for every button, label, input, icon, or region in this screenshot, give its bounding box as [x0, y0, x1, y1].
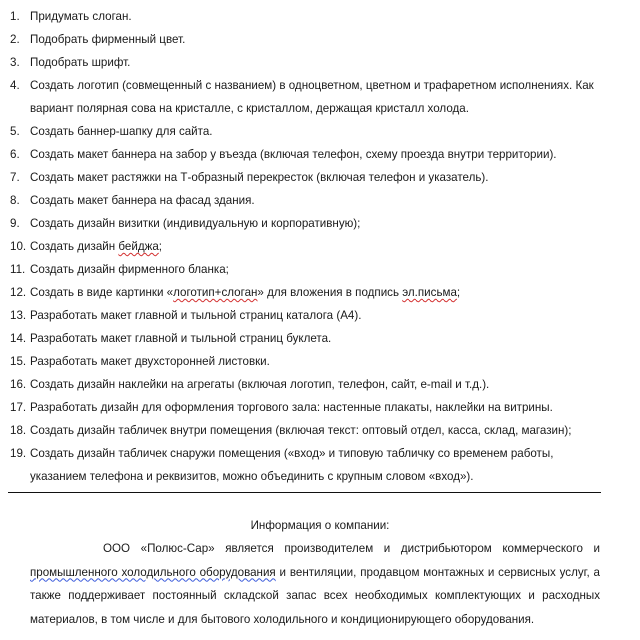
list-number: 1. — [10, 10, 20, 23]
list-text: Создать дизайн наклейки на агрегаты (включая логотип, телефон, сайт, e-mail и т.д.). — [30, 378, 490, 391]
list-number: 19. — [10, 447, 27, 460]
list-item — [0, 350, 640, 373]
list-number: 10. — [10, 240, 27, 253]
text-segment: и вентиляции, продавцом монтажных и сервисных услуг, а также поддерживает постоянный складской запас всех необходимых комплектующих и расходных материалов, в том числе и для бытового холодильного и кондиционирующего оборудования. — [30, 565, 600, 626]
spellcheck-flagged-word[interactable]: бейджа — [118, 240, 159, 253]
list-text — [30, 286, 460, 299]
list-item — [0, 28, 640, 51]
list-text — [30, 240, 162, 253]
grammar-flagged-phrase[interactable]: промышленного холодильного оборудования — [30, 565, 276, 579]
list-item — [0, 442, 640, 488]
text-segment: Создать дизайн — [30, 240, 119, 253]
spellcheck-flagged-word[interactable]: логотип+слоган — [173, 286, 258, 299]
list-item — [0, 51, 640, 74]
list-text: Создать дизайн табличек снаружи помещения («вход» и типовую табличку со временем работы, указанием телефона и реквизитов, можно объединить с крупным словом «вход»). — [30, 447, 554, 483]
list-text: Создать логотип (совмещенный с названием) в одноцветном, цветном и трафаретном исполнениях. Как вариант полярная сова на кристалле, с кристаллом, держащая кристалл холода. — [30, 79, 594, 115]
text-segment: ; — [158, 240, 163, 253]
task-list — [0, 5, 640, 488]
spellcheck-flagged-word[interactable]: эл.письма — [402, 286, 457, 299]
list-text: Подобрать шрифт. — [30, 56, 131, 69]
list-number: 14. — [10, 332, 27, 345]
company-info-paragraph — [30, 537, 600, 631]
list-number: 16. — [10, 378, 27, 391]
list-number: 2. — [10, 33, 20, 46]
list-item — [0, 396, 640, 419]
list-number: 17. — [10, 401, 27, 414]
list-text: Разработать макет двухсторонней листовки. — [30, 355, 270, 368]
list-item — [0, 143, 640, 166]
list-number: 8. — [10, 194, 20, 207]
list-text: Создать макет растяжки на Т-образный перекресток (включая телефон и указатель). — [30, 171, 489, 184]
text-segment: ООО «Полюс-Сар» является производителем и дистрибьютором коммерческого и — [103, 542, 600, 555]
company-info-heading: Информация о компании: — [250, 519, 390, 532]
list-item — [0, 5, 640, 28]
list-item — [0, 235, 640, 258]
list-number: 5. — [10, 125, 20, 138]
list-item — [0, 74, 640, 120]
text-segment: Создать в виде картинки « — [30, 286, 174, 299]
list-item — [0, 120, 640, 143]
list-text: Разработать макет главной и тыльной страниц буклета. — [30, 332, 332, 345]
list-item — [0, 419, 640, 442]
list-text: Разработать дизайн для оформления торгового зала: настенные плакаты, наклейки на витрины. — [30, 401, 553, 414]
list-item — [0, 189, 640, 212]
list-number: 4. — [10, 79, 20, 92]
list-text: Создать баннер-шапку для сайта. — [30, 125, 213, 138]
list-item — [0, 327, 640, 350]
text-segment: » для вложения в подпись — [257, 286, 403, 299]
list-item — [0, 304, 640, 327]
list-number: 12. — [10, 286, 27, 299]
list-text: Создать дизайн визитки (индивидуальную и корпоративную); — [30, 217, 361, 230]
horizontal-divider — [8, 492, 601, 493]
text-segment: ; — [456, 286, 461, 299]
list-number: 9. — [10, 217, 20, 230]
list-text: Создать макет баннера на забор у въезда (включая телефон, схему проезда внутри территории). — [30, 148, 557, 161]
list-text: Придумать слоган. — [30, 10, 132, 23]
list-number: 6. — [10, 148, 20, 161]
list-number: 3. — [10, 56, 20, 69]
list-text: Создать дизайн табличек внутри помещения (включая текст: оптовый отдел, касса, склад, магазин); — [30, 424, 572, 437]
list-item — [0, 258, 640, 281]
list-text: Создать макет баннера на фасад здания. — [30, 194, 255, 207]
list-number: 18. — [10, 424, 27, 437]
list-item — [0, 166, 640, 189]
list-text: Подобрать фирменный цвет. — [30, 33, 186, 46]
list-text: Разработать макет главной и тыльной страниц каталога (А4). — [30, 309, 362, 322]
list-text: Создать дизайн фирменного бланка; — [30, 263, 229, 276]
list-item — [0, 212, 640, 235]
list-number: 15. — [10, 355, 27, 368]
list-number: 13. — [10, 309, 27, 322]
list-item — [0, 373, 640, 396]
list-item — [0, 281, 640, 304]
list-number: 11. — [10, 263, 26, 276]
list-number: 7. — [10, 171, 20, 184]
